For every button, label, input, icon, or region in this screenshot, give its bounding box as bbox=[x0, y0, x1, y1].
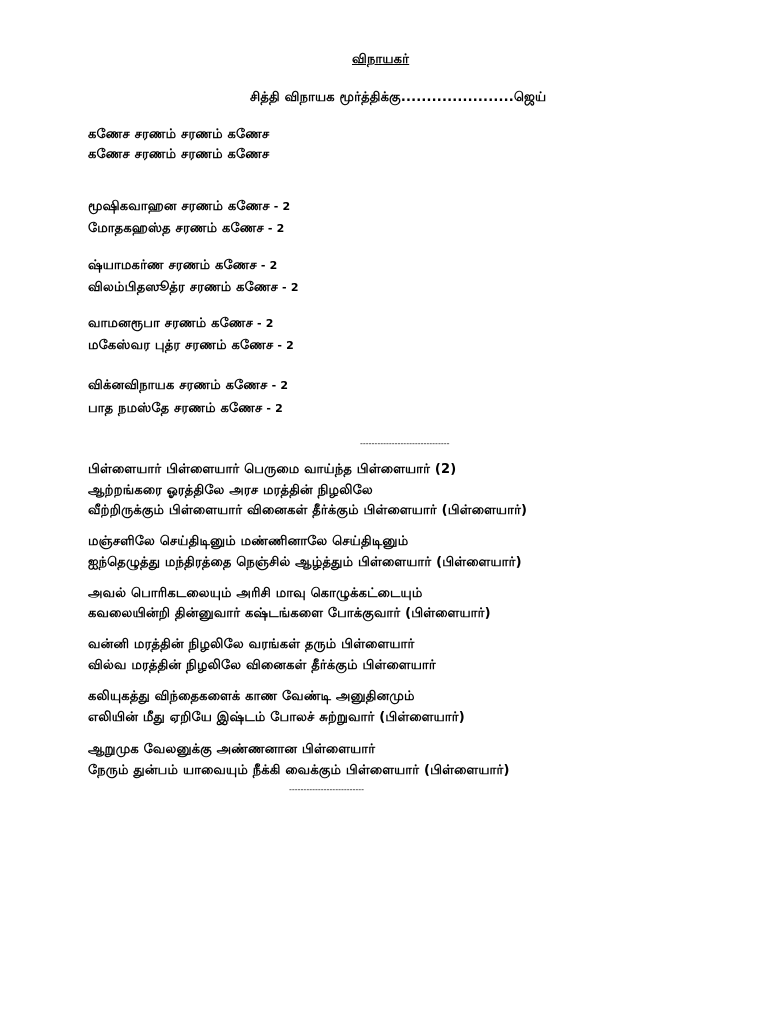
name-line bbox=[88, 199, 290, 215]
song-line: மஞ்சளிலே செய்திடினும் மண்ணினாலே செய்திடினும் bbox=[88, 534, 409, 549]
name-text: வாமனரூபா சரணம் கணேச bbox=[88, 316, 254, 331]
name-line bbox=[88, 401, 283, 417]
document-title: விநாயகர் bbox=[352, 52, 410, 67]
name-text: விலம்பிதஸூத்ர சரணம் கணேச bbox=[88, 280, 279, 295]
song-line: அவல் பொரிகடலையும் அரிசி மாவு கொழுக்கட்டையும் bbox=[88, 586, 423, 601]
name-text: விக்னவிநாயக சரணம் கணேச bbox=[88, 378, 268, 393]
name-line bbox=[88, 378, 288, 394]
name-text: மோதகஹஸ்த சரணம் கணேச bbox=[88, 221, 264, 236]
song-line: வில்வ மரத்தின் நிழலிலே வினைகள் தீர்க்கும் பிள்ளையார் bbox=[88, 658, 436, 673]
song-line: வீற்றிருக்கும் பிள்ளையார் வினைகள் தீர்க்கும் பிள்ளையார் (பிள்ளையார்) bbox=[88, 503, 528, 518]
repeat-marker: - 2 bbox=[282, 281, 299, 294]
song-line: கலியுகத்து விந்தைகளைக் காண வேண்டி அனுதினமும் bbox=[88, 689, 415, 704]
chorus-line: கணேச சரணம் சரணம் கணேச bbox=[88, 147, 270, 162]
name-line bbox=[88, 338, 294, 354]
song-line: எலியின் மீது ஏறியே இஷ்டம் போலச் சுற்றுவார் (பிள்ளையார்) bbox=[88, 710, 465, 725]
name-line bbox=[88, 280, 299, 296]
repeat-marker: - 2 bbox=[267, 222, 285, 235]
song-line: கவலையின்றி தின்னுவார் கஷ்டங்களை போக்குவார் (பிள்ளையார்) bbox=[88, 606, 491, 621]
repeat-marker: - 2 bbox=[271, 379, 289, 392]
chorus-line: கணேச சரணம் சரணம் கணேச bbox=[88, 127, 270, 142]
name-text: ஷ்யாமகர்ண சரணம் கணேச bbox=[88, 258, 257, 273]
song-line: வன்னி மரத்தின் நிழலிலே வரங்கள் தரும் பிள்ளையார் bbox=[88, 637, 415, 652]
name-line bbox=[88, 221, 285, 237]
song-line: ஆற்றங்கரை ஓரத்திலே அரச மரத்தின் நிழலிலே bbox=[88, 483, 373, 498]
song-line: ஐந்தெழுத்து மந்திரத்தை நெஞ்சில் ஆழ்த்தும் பிள்ளையார் (பிள்ளையார்) bbox=[88, 555, 522, 570]
repeat-marker: - 2 bbox=[266, 402, 284, 415]
name-line bbox=[88, 316, 274, 332]
section-divider: -------------------------- bbox=[289, 785, 365, 794]
section-divider: ------------------------------- bbox=[360, 439, 450, 448]
name-line bbox=[88, 258, 278, 274]
repeat-marker: - 2 bbox=[277, 339, 295, 352]
subtitle-line: சித்தி விநாயக மூர்த்திக்கு......................ஜெய் bbox=[250, 90, 547, 105]
repeat-marker: - 2 bbox=[257, 317, 274, 330]
name-text: மகேஸ்வர புத்ர சரணம் கணேச bbox=[88, 338, 274, 353]
name-text: மூஷிகவாஹன சரணம் கணேச bbox=[88, 199, 270, 214]
song-line: நேரும் துன்பம் யாவையும் நீக்கி வைக்கும் பிள்ளையார் (பிள்ளையார்) bbox=[88, 763, 510, 778]
song-line: ஆறுமுக வேலனுக்கு அண்ணனான பிள்ளையார் bbox=[88, 742, 376, 757]
song-line: பிள்ளையார் பிள்ளையார் பெருமை வாய்ந்த பிள்ளையார் (2) bbox=[88, 462, 457, 477]
name-text: பாத நமஸ்தே சரணம் கணேச bbox=[88, 401, 263, 416]
repeat-marker: - 2 bbox=[260, 259, 278, 272]
repeat-marker: - 2 bbox=[273, 200, 291, 213]
